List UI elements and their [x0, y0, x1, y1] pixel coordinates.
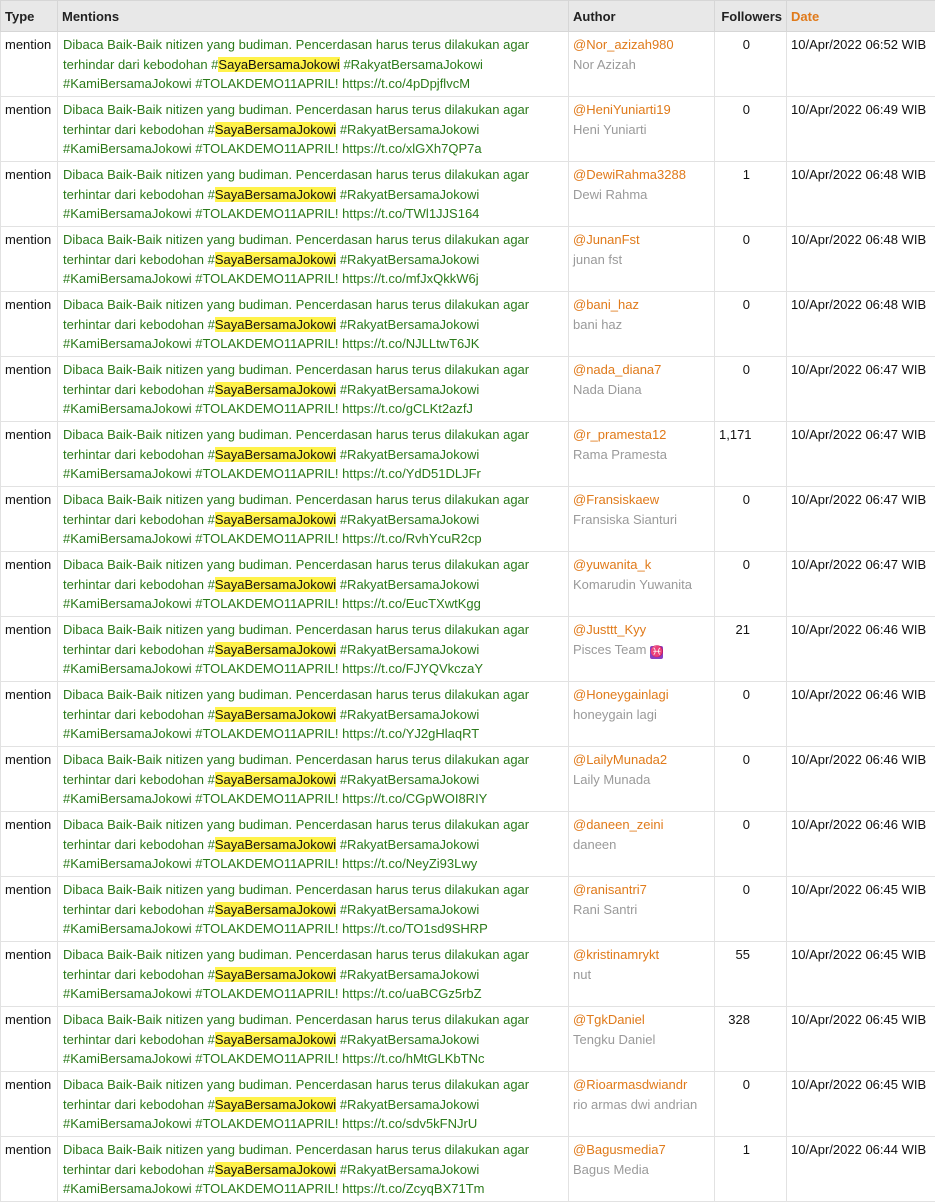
followers-count: 0 [715, 877, 786, 941]
mention-line1: Dibaca Baik-Baik nitizen yang budiman. Pencerdasan harus terus dilakukan agar [63, 232, 529, 247]
author-name-text: Pisces Team [573, 642, 646, 657]
followers-count: 0 [715, 812, 786, 876]
tweet-link[interactable]: https://t.co/TWl1JJS164 [342, 206, 479, 221]
author-name-text: Nor Azizah [573, 57, 636, 72]
tweet-link[interactable]: https://t.co/TO1sd9SHRP [342, 921, 488, 936]
date-cell: 10/Apr/2022 06:46 WIB [787, 617, 935, 681]
mention-line2: dari kebodohan # [114, 382, 214, 397]
author-name [573, 445, 710, 465]
mention-line1: Dibaca Baik-Baik nitizen yang budiman. Pencerdasan harus terus dilakukan agar [63, 1012, 529, 1027]
table-row[interactable] [1, 942, 935, 1007]
author-name-text: Laily Munada [573, 772, 650, 787]
mention-line2-word: terhintar [63, 512, 111, 527]
author-handle-link[interactable]: @Nor_azizah980 [573, 35, 710, 55]
mention-line2-word: terhintar [63, 1032, 111, 1047]
table-row[interactable] [1, 1072, 935, 1137]
hashtag-rakyat[interactable]: #RakyatBersamaJokowi [340, 1097, 479, 1112]
hashtags-line3[interactable]: #KamiBersamaJokowi #TOLAKDEMO11APRIL! [63, 1051, 342, 1066]
type-cell: mention [1, 487, 57, 551]
mention-text [58, 487, 568, 551]
author-handle-link[interactable]: @daneen_zeini [573, 815, 710, 835]
hashtag-rakyat[interactable]: #RakyatBersamaJokowi [340, 512, 479, 527]
hashtags-line3[interactable]: #KamiBersamaJokowi #TOLAKDEMO11APRIL! [63, 401, 342, 416]
column-header-mentions[interactable]: Mentions [58, 1, 569, 32]
date-cell: 10/Apr/2022 06:45 WIB [787, 942, 935, 1006]
followers-count: 21 [715, 617, 786, 681]
mention-text [58, 942, 568, 1006]
hashtag-rakyat[interactable]: #RakyatBersamaJokowi [340, 187, 479, 202]
followers-count: 0 [715, 357, 786, 421]
mention-text [58, 747, 568, 811]
mention-line2: dari kebodohan # [114, 512, 214, 527]
hashtag-rakyat[interactable]: #RakyatBersamaJokowi [340, 577, 479, 592]
date-cell: 10/Apr/2022 06:44 WIB [787, 1137, 935, 1201]
hashtag-highlight[interactable]: SayaBersamaJokowi [215, 1032, 336, 1047]
followers-count: 0 [715, 97, 786, 161]
mention-line1: Dibaca Baik-Baik nitizen yang budiman. Pencerdasan harus terus dilakukan agar [63, 297, 529, 312]
author-handle-link[interactable]: @HeniYuniarti19 [573, 100, 710, 120]
tweet-link[interactable]: https://t.co/sdv5kFNJrU [342, 1116, 477, 1131]
mention-text [58, 422, 568, 486]
hashtag-rakyat[interactable]: #RakyatBersamaJokowi [340, 772, 479, 787]
mention-line2-word: terhintar [63, 902, 111, 917]
mention-line2: dari kebodohan # [114, 642, 214, 657]
author-name [573, 1030, 710, 1050]
followers-count: 0 [715, 487, 786, 551]
hashtags-line3[interactable]: #KamiBersamaJokowi #TOLAKDEMO11APRIL! [63, 986, 342, 1001]
mention-text [58, 162, 568, 226]
author-handle-link[interactable]: @kristinamrykt [573, 945, 710, 965]
mention-line1: Dibaca Baik-Baik nitizen yang budiman. Pencerdasan harus terus dilakukan agar [63, 37, 529, 52]
tweet-link[interactable]: https://t.co/FJYQVkczaY [342, 661, 483, 676]
tweet-link[interactable]: https://t.co/4pDpjflvcM [342, 76, 470, 91]
hashtags-line3[interactable]: #KamiBersamaJokowi #TOLAKDEMO11APRIL! [63, 466, 342, 481]
followers-count: 328 [715, 1007, 786, 1071]
hashtags-line3[interactable]: #KamiBersamaJokowi #TOLAKDEMO11APRIL! [63, 596, 342, 611]
mention-line2: dari kebodohan # [114, 837, 214, 852]
hashtag-highlight[interactable]: SayaBersamaJokowi [215, 577, 336, 592]
author-name [573, 510, 710, 530]
followers-count: 0 [715, 227, 786, 291]
hashtags-line3[interactable]: #KamiBersamaJokowi #TOLAKDEMO11APRIL! [63, 726, 342, 741]
mention-line1: Dibaca Baik-Baik nitizen yang budiman. Pencerdasan harus terus dilakukan agar [63, 102, 529, 117]
mention-line1: Dibaca Baik-Baik nitizen yang budiman. Pencerdasan harus terus dilakukan agar [63, 557, 529, 572]
mention-line2-word: terhindar [63, 57, 114, 72]
author-name [573, 250, 710, 270]
mention-line2-word: terhintar [63, 577, 111, 592]
date-cell: 10/Apr/2022 06:46 WIB [787, 747, 935, 811]
author-name [573, 120, 710, 140]
followers-count: 0 [715, 1072, 786, 1136]
mention-line2-word: terhintar [63, 447, 111, 462]
mention-line2: dari kebodohan # [114, 252, 214, 267]
tweet-link[interactable]: https://t.co/gCLKt2azfJ [342, 401, 473, 416]
pisces-emoji-icon: ♓ [650, 646, 663, 659]
mention-text [58, 97, 568, 161]
date-cell: 10/Apr/2022 06:47 WIB [787, 422, 935, 486]
tweet-link[interactable]: https://t.co/CGpWOI8RIY [342, 791, 487, 806]
type-cell: mention [1, 32, 57, 96]
hashtag-highlight[interactable]: SayaBersamaJokowi [215, 122, 336, 137]
column-header-type[interactable]: Type [1, 1, 58, 32]
tweet-link[interactable]: https://t.co/RvhYcuR2cp [342, 531, 481, 546]
mention-line1: Dibaca Baik-Baik nitizen yang budiman. Pencerdasan harus terus dilakukan agar [63, 752, 529, 767]
hashtags-line3[interactable]: #KamiBersamaJokowi #TOLAKDEMO11APRIL! [63, 76, 342, 91]
mention-line1: Dibaca Baik-Baik nitizen yang budiman. Pencerdasan harus terus dilakukan agar [63, 622, 529, 637]
followers-count: 0 [715, 552, 786, 616]
author-name-text: Komarudin Yuwanita [573, 577, 692, 592]
author-name [573, 640, 710, 660]
type-cell: mention [1, 292, 57, 356]
mention-line1: Dibaca Baik-Baik nitizen yang budiman. Pencerdasan harus terus dilakukan agar [63, 882, 529, 897]
author-handle-link[interactable]: @LailyMunada2 [573, 750, 710, 770]
author-name [573, 185, 710, 205]
type-cell: mention [1, 1137, 57, 1201]
author-handle-link[interactable]: @bani_haz [573, 295, 710, 315]
table-row[interactable] [1, 812, 935, 877]
hashtags-line3[interactable]: #KamiBersamaJokowi #TOLAKDEMO11APRIL! [63, 791, 342, 806]
hashtag-highlight[interactable]: SayaBersamaJokowi [215, 967, 336, 982]
mention-line1: Dibaca Baik-Baik nitizen yang budiman. Pencerdasan harus terus dilakukan agar [63, 167, 529, 182]
author-name [573, 575, 710, 595]
mention-text [58, 292, 568, 356]
mention-line2: dari kebodohan # [114, 317, 214, 332]
hashtag-rakyat[interactable]: #RakyatBersamaJokowi [340, 837, 479, 852]
hashtag-rakyat[interactable]: #RakyatBersamaJokowi [340, 642, 479, 657]
author-handle-link[interactable]: @r_pramesta12 [573, 425, 710, 445]
hashtag-highlight[interactable]: SayaBersamaJokowi [215, 382, 336, 397]
type-cell: mention [1, 1072, 57, 1136]
mention-line1: Dibaca Baik-Baik nitizen yang budiman. Pencerdasan harus terus dilakukan agar [63, 687, 529, 702]
mention-line2-word: terhintar [63, 252, 111, 267]
hashtag-rakyat[interactable]: #RakyatBersamaJokowi [340, 1032, 479, 1047]
hashtags-line3[interactable]: #KamiBersamaJokowi #TOLAKDEMO11APRIL! [63, 661, 342, 676]
hashtags-line3[interactable]: #KamiBersamaJokowi #TOLAKDEMO11APRIL! [63, 531, 342, 546]
date-cell: 10/Apr/2022 06:48 WIB [787, 227, 935, 291]
mention-text [58, 877, 568, 941]
mention-line2: dari kebodohan # [114, 447, 214, 462]
table-row[interactable] [1, 97, 935, 162]
mention-line2-word: terhintar [63, 382, 111, 397]
column-header-followers[interactable]: Followers [715, 1, 787, 32]
hashtag-rakyat[interactable]: #RakyatBersamaJokowi [340, 902, 479, 917]
mention-line1: Dibaca Baik-Baik nitizen yang budiman. Pencerdasan harus terus dilakukan agar [63, 492, 529, 507]
followers-count: 55 [715, 942, 786, 1006]
mention-line1: Dibaca Baik-Baik nitizen yang budiman. Pencerdasan harus terus dilakukan agar [63, 817, 529, 832]
type-cell: mention [1, 357, 57, 421]
type-cell: mention [1, 1007, 57, 1071]
author-name [573, 835, 710, 855]
mention-text [58, 1137, 568, 1201]
author-name-text: Fransiska Sianturi [573, 512, 677, 527]
date-cell: 10/Apr/2022 06:48 WIB [787, 292, 935, 356]
mention-text [58, 1007, 568, 1071]
mention-text [58, 682, 568, 746]
tweet-link[interactable]: https://t.co/YJ2gHlaqRT [342, 726, 479, 741]
mention-line2: dari kebodohan # [114, 122, 214, 137]
hashtags-line3[interactable]: #KamiBersamaJokowi #TOLAKDEMO11APRIL! [63, 921, 342, 936]
author-name-text: Tengku Daniel [573, 1032, 655, 1047]
mention-text [58, 227, 568, 291]
hashtag-highlight[interactable]: SayaBersamaJokowi [215, 447, 336, 462]
author-handle-link[interactable]: @ranisantri7 [573, 880, 710, 900]
column-header-date[interactable]: Date [787, 1, 935, 32]
mention-line1: Dibaca Baik-Baik nitizen yang budiman. Pencerdasan harus terus dilakukan agar [63, 1077, 529, 1092]
type-cell: mention [1, 422, 57, 486]
hashtags-line3[interactable]: #KamiBersamaJokowi #TOLAKDEMO11APRIL! [63, 271, 342, 286]
followers-count: 0 [715, 682, 786, 746]
table-row[interactable] [1, 227, 935, 292]
mention-line1: Dibaca Baik-Baik nitizen yang budiman. Pencerdasan harus terus dilakukan agar [63, 362, 529, 377]
mention-line2: dari kebodohan # [114, 577, 214, 592]
date-cell: 10/Apr/2022 06:49 WIB [787, 97, 935, 161]
mention-line2-word: terhintar [63, 642, 111, 657]
hashtag-rakyat[interactable]: #RakyatBersamaJokowi [340, 122, 479, 137]
table-header-row [1, 1, 935, 32]
followers-count: 1 [715, 1137, 786, 1201]
hashtags-line3[interactable]: #KamiBersamaJokowi #TOLAKDEMO11APRIL! [63, 1181, 342, 1196]
hashtag-rakyat[interactable]: #RakyatBersamaJokowi [340, 707, 479, 722]
author-handle-link[interactable]: @yuwanita_k [573, 555, 710, 575]
mention-line2: dari kebodohan # [114, 772, 214, 787]
table-row[interactable] [1, 617, 935, 682]
mention-text [58, 617, 568, 681]
mention-line2-word: terhintar [63, 1097, 111, 1112]
hashtags-line3[interactable]: #KamiBersamaJokowi #TOLAKDEMO11APRIL! [63, 206, 342, 221]
followers-count: 0 [715, 292, 786, 356]
hashtag-rakyat[interactable]: #RakyatBersamaJokowi [340, 252, 479, 267]
author-handle-link[interactable]: @DewiRahma3288 [573, 165, 710, 185]
author-name-text: rio armas dwi andrian [573, 1097, 697, 1112]
type-cell: mention [1, 227, 57, 291]
type-cell: mention [1, 812, 57, 876]
author-handle-link[interactable]: @Fransiskaew [573, 490, 710, 510]
table-row[interactable] [1, 1137, 935, 1202]
column-header-author[interactable]: Author [569, 1, 715, 32]
mention-line2-word: terhintar [63, 707, 111, 722]
hashtag-highlight[interactable]: SayaBersamaJokowi [215, 642, 336, 657]
hashtag-highlight[interactable]: SayaBersamaJokowi [215, 837, 336, 852]
type-cell: mention [1, 942, 57, 1006]
hashtag-highlight[interactable]: SayaBersamaJokowi [215, 252, 336, 267]
hashtags-line3[interactable]: #KamiBersamaJokowi #TOLAKDEMO11APRIL! [63, 141, 342, 156]
mention-line2-word: terhintar [63, 122, 111, 137]
mention-line2-word: terhintar [63, 187, 111, 202]
type-cell: mention [1, 877, 57, 941]
mention-line2-word: terhintar [63, 317, 111, 332]
mention-text [58, 552, 568, 616]
author-name-text: bani haz [573, 317, 622, 332]
author-handle-link[interactable]: @Justtt_Kyy [573, 620, 710, 640]
hashtags-line3[interactable]: #KamiBersamaJokowi #TOLAKDEMO11APRIL! [63, 1116, 342, 1131]
mention-line2: dari kebodohan # [114, 187, 214, 202]
hashtag-rakyat[interactable]: #RakyatBersamaJokowi [340, 382, 479, 397]
mention-line1: Dibaca Baik-Baik nitizen yang budiman. Pencerdasan harus terus dilakukan agar [63, 1142, 529, 1157]
tweet-link[interactable]: https://t.co/ZcyqBX71Tm [342, 1181, 484, 1196]
hashtag-highlight[interactable]: SayaBersamaJokowi [215, 707, 336, 722]
followers-count: 0 [715, 32, 786, 96]
table-row[interactable] [1, 682, 935, 747]
author-name-text: Heni Yuniarti [573, 122, 646, 137]
type-cell: mention [1, 552, 57, 616]
followers-count: 1,171 [715, 422, 786, 486]
followers-count: 1 [715, 162, 786, 226]
table-row[interactable] [1, 162, 935, 227]
type-cell: mention [1, 162, 57, 226]
author-name [573, 1160, 710, 1180]
table-row[interactable] [1, 32, 935, 97]
author-handle-link[interactable]: @Rioarmasdwiandr [573, 1075, 710, 1095]
table-row[interactable] [1, 422, 935, 487]
table-row[interactable] [1, 552, 935, 617]
mention-text [58, 357, 568, 421]
author-name [573, 380, 710, 400]
hashtag-rakyat[interactable]: #RakyatBersamaJokowi [340, 1162, 479, 1177]
author-name [573, 705, 710, 725]
hashtag-rakyat[interactable]: #RakyatBersamaJokowi [340, 317, 479, 332]
type-cell: mention [1, 747, 57, 811]
hashtag-highlight[interactable]: SayaBersamaJokowi [215, 1097, 336, 1112]
date-cell: 10/Apr/2022 06:48 WIB [787, 162, 935, 226]
followers-count: 0 [715, 747, 786, 811]
hashtag-highlight[interactable]: SayaBersamaJokowi [215, 902, 336, 917]
table-row[interactable] [1, 292, 935, 357]
date-cell: 10/Apr/2022 06:45 WIB [787, 1072, 935, 1136]
hashtag-highlight[interactable]: SayaBersamaJokowi [215, 512, 336, 527]
tweet-link[interactable]: https://t.co/NJLLtwT6JK [342, 336, 479, 351]
tweet-link[interactable]: https://t.co/YdD51DLJFr [342, 466, 481, 481]
author-name-text: honeygain lagi [573, 707, 657, 722]
author-handle-link[interactable]: @JunanFst [573, 230, 710, 250]
table-row[interactable] [1, 877, 935, 942]
mention-line1: Dibaca Baik-Baik nitizen yang budiman. Pencerdasan harus terus dilakukan agar [63, 947, 529, 962]
author-handle-link[interactable]: @nada_diana7 [573, 360, 710, 380]
author-handle-link[interactable]: @TgkDaniel [573, 1010, 710, 1030]
tweet-link[interactable]: https://t.co/xlGXh7QP7a [342, 141, 481, 156]
mention-line2: dari kebodohan # [114, 902, 214, 917]
table-row[interactable] [1, 357, 935, 422]
hashtags-line3[interactable]: #KamiBersamaJokowi #TOLAKDEMO11APRIL! [63, 336, 342, 351]
date-cell: 10/Apr/2022 06:47 WIB [787, 552, 935, 616]
mention-line1: Dibaca Baik-Baik nitizen yang budiman. Pencerdasan harus terus dilakukan agar [63, 427, 529, 442]
table-row[interactable] [1, 487, 935, 552]
hashtags-line3[interactable]: #KamiBersamaJokowi #TOLAKDEMO11APRIL! [63, 856, 342, 871]
mention-line2: dari kebodohan # [114, 1097, 214, 1112]
mention-line2: dari kebodohan # [114, 1162, 214, 1177]
hashtag-highlight[interactable]: SayaBersamaJokowi [215, 772, 336, 787]
author-name [573, 770, 710, 790]
date-cell: 10/Apr/2022 06:45 WIB [787, 877, 935, 941]
tweet-link[interactable]: https://t.co/mfJxQkkW6j [342, 271, 479, 286]
mention-line2: dari kebodohan # [114, 1032, 214, 1047]
date-cell: 10/Apr/2022 06:46 WIB [787, 812, 935, 876]
hashtag-highlight[interactable]: SayaBersamaJokowi [218, 57, 339, 72]
tweet-link[interactable]: https://t.co/hMtGLKbTNc [342, 1051, 484, 1066]
author-name-text: Rani Santri [573, 902, 637, 917]
author-name [573, 965, 710, 985]
mention-line2-word: terhintar [63, 772, 111, 787]
date-cell: 10/Apr/2022 06:46 WIB [787, 682, 935, 746]
mention-line2: dari kebodohan # [114, 967, 214, 982]
mention-line2-word: terhintar [63, 967, 111, 982]
type-cell: mention [1, 617, 57, 681]
mention-line2: dari kebodohan # [114, 707, 214, 722]
hashtag-highlight[interactable]: SayaBersamaJokowi [215, 187, 336, 202]
table-row[interactable] [1, 747, 935, 812]
mention-text [58, 32, 568, 96]
hashtag-rakyat[interactable]: #RakyatBersamaJokowi [340, 447, 479, 462]
author-name [573, 315, 710, 335]
type-cell: mention [1, 682, 57, 746]
author-name [573, 900, 710, 920]
author-name-text: junan fst [573, 252, 622, 267]
author-name-text: Nada Diana [573, 382, 642, 397]
author-name-text: Dewi Rahma [573, 187, 647, 202]
author-handle-link[interactable]: @Honeygainlagi [573, 685, 710, 705]
author-name-text: Bagus Media [573, 1162, 649, 1177]
type-cell: mention [1, 97, 57, 161]
hashtag-highlight[interactable]: SayaBersamaJokowi [215, 1162, 336, 1177]
date-cell: 10/Apr/2022 06:47 WIB [787, 357, 935, 421]
date-cell: 10/Apr/2022 06:45 WIB [787, 1007, 935, 1071]
mention-line2: dari kebodohan # [118, 57, 218, 72]
mention-line2-word: terhintar [63, 837, 111, 852]
mention-text [58, 1072, 568, 1136]
table-row[interactable] [1, 1007, 935, 1072]
tweet-link[interactable]: https://t.co/EucTXwtKgg [342, 596, 481, 611]
hashtag-rakyat[interactable]: #RakyatBersamaJokowi [343, 57, 482, 72]
date-cell: 10/Apr/2022 06:52 WIB [787, 32, 935, 96]
hashtag-rakyat[interactable]: #RakyatBersamaJokowi [340, 967, 479, 982]
author-name-text: nut [573, 967, 591, 982]
author-name-text: Rama Pramesta [573, 447, 667, 462]
author-name [573, 55, 710, 75]
mention-line2-word: terhintar [63, 1162, 111, 1177]
author-name [573, 1095, 710, 1115]
date-cell: 10/Apr/2022 06:47 WIB [787, 487, 935, 551]
tweet-link[interactable]: https://t.co/uaBCGz5rbZ [342, 986, 481, 1001]
hashtag-highlight[interactable]: SayaBersamaJokowi [215, 317, 336, 332]
mention-text [58, 812, 568, 876]
author-handle-link[interactable]: @Bagusmedia7 [573, 1140, 710, 1160]
author-name-text: daneen [573, 837, 616, 852]
tweet-link[interactable]: https://t.co/NeyZi93Lwy [342, 856, 477, 871]
